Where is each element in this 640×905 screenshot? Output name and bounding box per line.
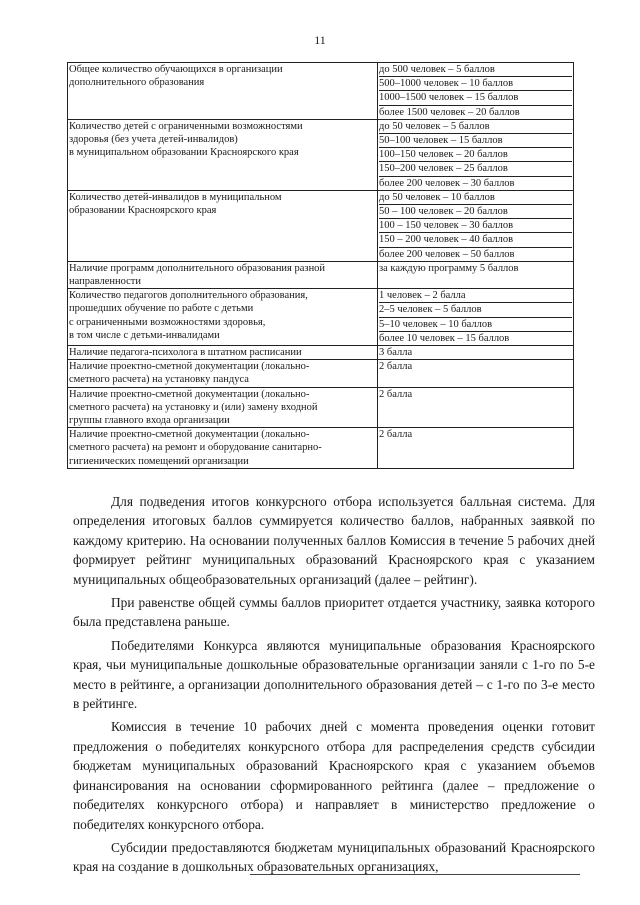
points-cell: [378, 289, 574, 346]
points-line: 2–5 человек – 5 баллов: [379, 303, 572, 317]
criterion-cell: [68, 261, 378, 288]
criterion-line: с ограниченными возможностями здоровья,: [69, 316, 266, 328]
criterion-line: направленности: [69, 276, 142, 288]
criterion-line: Общее количество обучающихся в организации: [69, 64, 283, 75]
criterion-cell: [68, 387, 378, 428]
table-row: [68, 289, 574, 346]
criterion-cell: [68, 63, 378, 120]
criterion-cell: [68, 346, 378, 360]
points-cell: [378, 346, 574, 360]
criterion-cell: [68, 190, 378, 261]
table-row: [68, 387, 574, 428]
points-line: 2 балла: [379, 429, 413, 441]
criterion-line: в муниципальном образовании Красноярского края: [69, 147, 299, 159]
criterion-line: образовании Красноярского края: [69, 205, 217, 217]
points-line: более 10 человек – 15 баллов: [379, 332, 510, 344]
points-line: 50 – 100 человек – 20 баллов: [379, 205, 572, 219]
criterion-line: прошедших обучение по работе с детьми: [69, 303, 254, 315]
points-line: 2 балла: [379, 388, 413, 400]
points-line: более 200 человек – 50 баллов: [379, 248, 515, 260]
criterion-line: Количество педагогов дополнительного образования,: [69, 290, 308, 302]
paragraph: Для подведения итогов конкурсного отбора используется балльная система. Для определения итоговых баллов суммируется количество баллов, набранных заявкой по каждому критерию. На основании полученных баллов Комиссия в течение 5 рабочих дней формирует рейтинг муниципальных образований Красноярского края с указанием муниципальных общеобразовательных организаций (далее – рейтинг).: [73, 494, 595, 587]
body-text: [73, 492, 595, 877]
points-cell: [378, 63, 574, 120]
table-row: [68, 63, 574, 120]
points-line: 150–200 человек – 25 баллов: [379, 162, 572, 176]
table-row: [68, 428, 574, 469]
criterion-line: здоровья (без учета детей-инвалидов): [69, 134, 238, 146]
criterion-line: Наличие проектно-сметной документации (локально-: [69, 429, 310, 441]
criterion-line: сметного расчета) на установку пандуса: [69, 374, 249, 386]
criterion-line: гигиенических помещений организации: [69, 455, 249, 467]
points-cell: [378, 261, 574, 288]
points-line: 2 балла: [379, 361, 413, 373]
points-cell: [378, 119, 574, 190]
criterion-line: группы главного входа организации: [69, 415, 230, 427]
points-line: 150 – 200 человек – 40 баллов: [379, 233, 572, 247]
paragraph: При равенстве общей суммы баллов приоритет отдается участнику, заявка которого была представлена раньше.: [73, 595, 595, 630]
points-line: 3 балла: [379, 347, 413, 359]
table-row: [68, 360, 574, 387]
table-row: [68, 261, 574, 288]
criteria-table-body: [68, 63, 574, 469]
points-line: более 200 человек – 30 баллов: [379, 177, 515, 189]
points-line: 1000–1500 человек – 15 баллов: [379, 91, 572, 105]
criterion-line: сметного расчета) на ремонт и оборудование санитарно-: [69, 442, 322, 454]
table-row: [68, 119, 574, 190]
table-row: [68, 346, 574, 360]
paragraph: Победителями Конкурса являются муниципальные образования Красноярского края, чьи муниципальные дошкольные образовательные организации заняли с 1-го по 5-е место в рейтинге, а организации дополнительного образования детей – с 1-го по 3-е место в рейтинге.: [73, 637, 595, 712]
criterion-cell: [68, 428, 378, 469]
criterion-line: Наличие проектно-сметной документации (локально-: [69, 361, 310, 373]
points-line: 500–1000 человек – 10 баллов: [379, 77, 572, 91]
criterion-line: Наличие педагога-психолога в штатном расписании: [69, 347, 302, 359]
criteria-table: [67, 62, 574, 469]
criterion-line: Количество детей с ограниченными возможностями: [69, 120, 303, 132]
points-line: 5–10 человек – 10 баллов: [379, 318, 572, 332]
criterion-cell: [68, 119, 378, 190]
paragraph: Субсидии предоставляются бюджетам муниципальных образований Красноярского края на создание в дошкольных образовательных организациях,: [73, 839, 595, 875]
criterion-line: Наличие программ дополнительного образования разной: [69, 262, 326, 274]
table-row: [68, 190, 574, 261]
bottom-rule: [250, 874, 580, 875]
criterion-line: в том числе с детьми-инвалидами: [69, 329, 220, 341]
points-cell: [378, 387, 574, 428]
points-line: 1 человек – 2 балла: [379, 289, 572, 303]
criterion-line: сметного расчета) на установку и (или) замену входной: [69, 401, 318, 413]
points-line: до 500 человек – 5 баллов: [379, 63, 572, 77]
criterion-line: Количество детей-инвалидов в муниципальном: [69, 191, 282, 203]
points-cell: [378, 190, 574, 261]
points-cell: [378, 428, 574, 469]
points-cell: [378, 360, 574, 387]
points-line: 100 – 150 человек – 30 баллов: [379, 219, 572, 233]
points-line: 50–100 человек – 15 баллов: [379, 134, 572, 148]
criterion-line: Наличие проектно-сметной документации (локально-: [69, 388, 310, 400]
points-line: 100–150 человек – 20 баллов: [379, 148, 572, 162]
criterion-cell: [68, 360, 378, 387]
points-line: более 1500 человек – 20 баллов: [379, 106, 520, 118]
points-line: за каждую программу 5 баллов: [379, 262, 519, 274]
page-number: 11: [314, 33, 326, 47]
criterion-cell: [68, 289, 378, 346]
criterion-line: дополнительного образования: [69, 77, 205, 89]
points-line: до 50 человек – 10 баллов: [379, 191, 572, 205]
points-line: до 50 человек – 5 баллов: [379, 120, 572, 134]
paragraph: Комиссия в течение 10 рабочих дней с момента проведения оценки готовит предложения о победителях конкурсного отбора для распределения средств субсидии бюджетам муниципальных образований Красноярского края с указанием объемов финансирования на основании сформированного рейтинга (далее – предложение о победителях конкурсного отбора) и направляет в министерство предложение о победителях конкурсного отбора.: [73, 719, 595, 832]
